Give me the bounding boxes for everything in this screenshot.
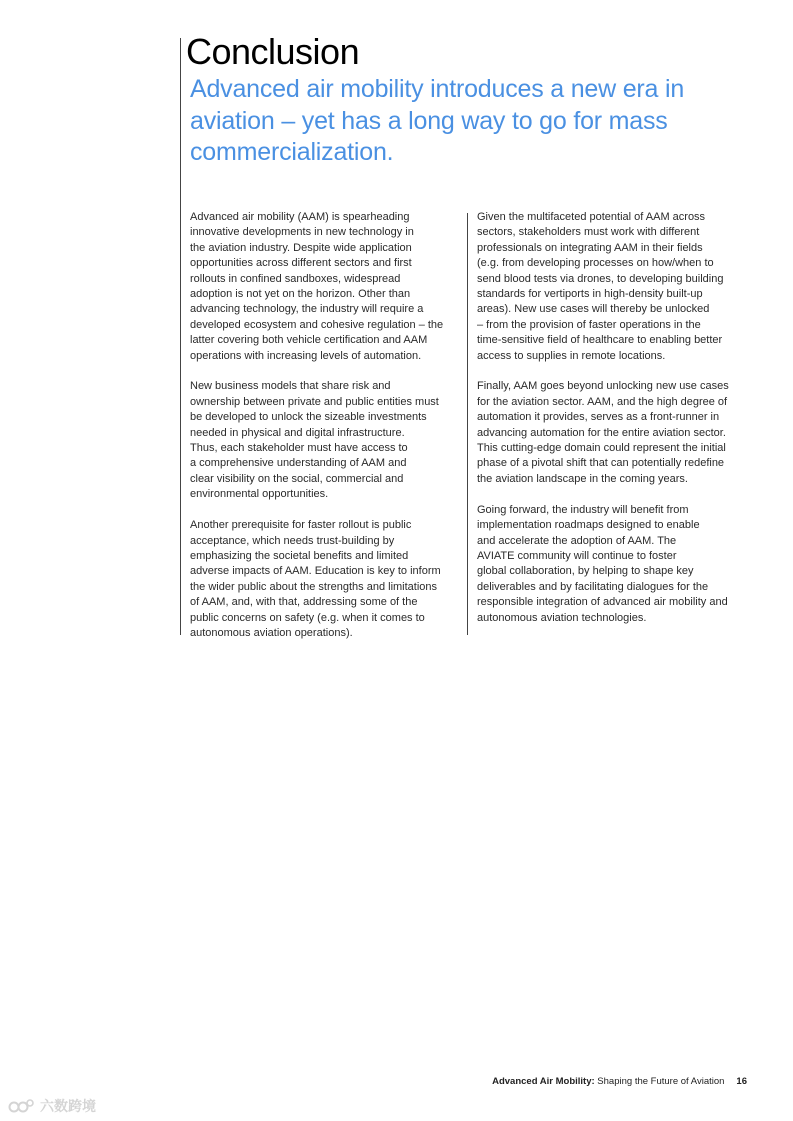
paragraph: Given the multifaceted potential of AAM across sectors, stakeholders must work with different professionals on integrating AAM in their fields (e.g. from developing processes on how/when to send blood tests via drones, to developing building standards for vertiports in high-density built-up areas). New use cases will thereby be unlocked – from the provision of faster operations in the time-sensitive field of healthcare to enabling better access to supplies in remote locations.: [477, 211, 724, 362]
watermark-text: 六数跨境: [40, 1098, 96, 1114]
paragraph: Going forward, the industry will benefit from implementation roadmaps designed to enable and accelerate the adoption of AAM. The AVIATE community will continue to foster global collaboration, by helping to shape key deliverables and by facilitating dialogues for the responsible integration of advanced air mobility and autonomous aviation technologies.: [477, 503, 728, 624]
watermark: [8, 1096, 96, 1116]
paragraph: Advanced air mobility (AAM) is spearheading innovative developments in new technology in the aviation industry. Despite wide application opportunities across different sectors and first rollouts in confined sandboxes, widespread adoption is not yet on the horizon. Other than advancing technology, the industry will require a developed ecosystem and cohesive regulation – the latter covering both vehicle certification and AAM operations with increasing levels of automation.: [190, 211, 444, 362]
page-subtitle: Advanced air mobility introduces a new era in aviation – yet has a long way to go for mass commercialization.: [190, 75, 685, 166]
paragraph: Another prerequisite for faster rollout is public acceptance, which needs trust-building by emphasizing the societal benefits and limited adverse impacts of AAM. Education is key to inform the wider public about the strengths and limitations of AAM, and, with that, addressing some of the public concerns on safety (e.g. when it comes to autonomous aviation operations).: [190, 519, 441, 639]
footer-report-title: Advanced Air Mobility:: [492, 1076, 595, 1087]
right-column: [477, 210, 749, 641]
page-number: 16: [736, 1076, 747, 1087]
page-title: Conclusion: [186, 31, 360, 72]
footer-report-subtitle: Shaping the Future of Aviation: [594, 1076, 725, 1087]
page-footer: [492, 1076, 747, 1087]
paragraph: New business models that share risk and ownership between private and public entities must be developed to unlock the sizeable investments needed in physical and digital infrastructure. Thus, each stakeholder must have access to a comprehensive understanding of AAM and clear visibility on the social, commercial and environmental opportunities.: [190, 380, 439, 501]
vertical-rule-column-divider: [467, 213, 468, 635]
left-column: [190, 210, 462, 657]
paragraph: Finally, AAM goes beyond unlocking new use cases for the aviation sector. AAM, and the high degree of automation it provides, serves as a front-runner in advancing automation for the entire aviation sector. This cutting-edge domain could represent the initial phase of a pivotal shift that can potentially redefine the aviation landscape in the coming years.: [477, 380, 729, 485]
watermark-logo-icon: [8, 1098, 36, 1114]
vertical-rule-main: [180, 38, 181, 635]
